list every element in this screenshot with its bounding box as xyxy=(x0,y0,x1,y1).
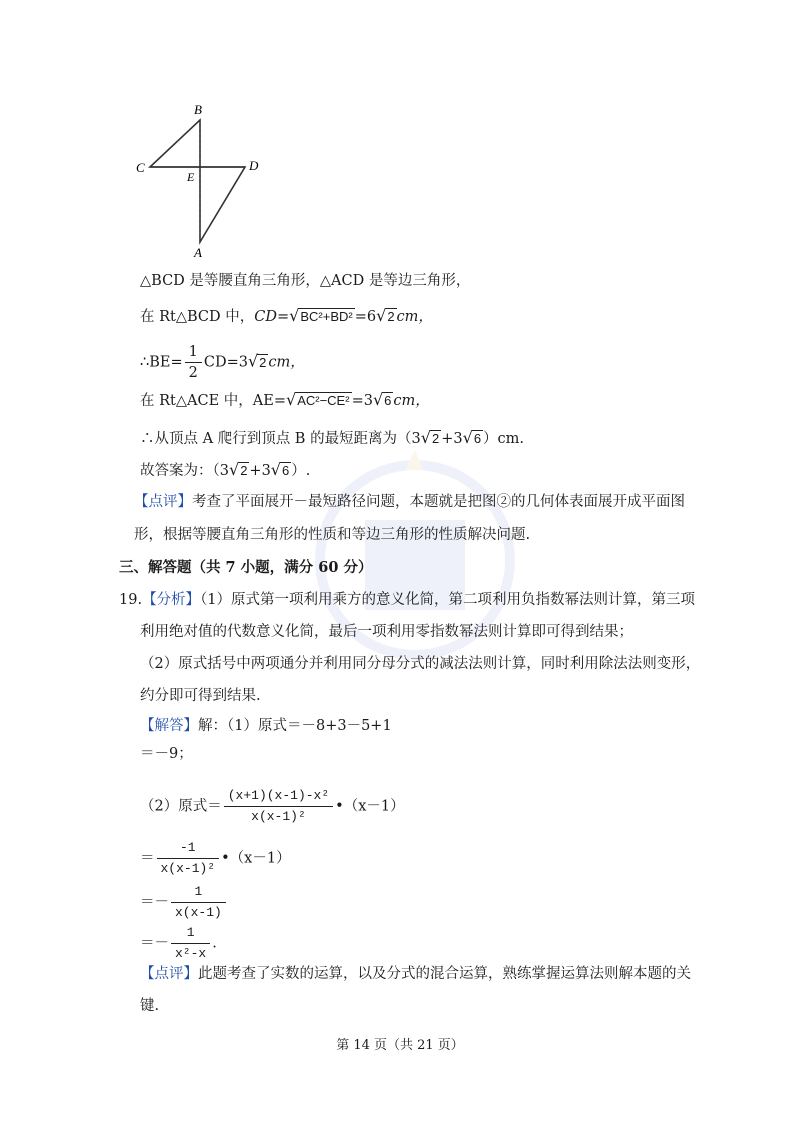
solution-tag: 【解答】 xyxy=(140,718,198,734)
review-text: 此题考查了实数的运算，以及分式的混合运算，熟练掌握运算法则解本题的关 xyxy=(198,966,691,982)
solution3-post: •（x－1） xyxy=(335,798,405,815)
label-C: C xyxy=(136,160,145,175)
sqrt-icon: √ xyxy=(228,460,240,479)
line2-prefix: 在 Rt△BCD 中， xyxy=(140,309,255,325)
sqrt-icon: √ xyxy=(289,306,300,325)
sqrt-icon: √ xyxy=(270,460,281,479)
sqrt-icon: √ xyxy=(420,428,431,447)
sqrt-icon: √ xyxy=(247,351,259,371)
half-fraction xyxy=(185,342,202,383)
comment-tag: 【点评】 xyxy=(134,494,192,510)
line5-post: ）cm. xyxy=(483,431,525,447)
label-D: D xyxy=(249,158,259,173)
line6-post: ）. xyxy=(291,463,311,479)
line4-radicand2: 6 xyxy=(384,393,392,408)
label-B: B xyxy=(194,102,202,117)
line2-var: CD xyxy=(254,309,277,325)
q19-analysis-line-1 xyxy=(119,590,695,610)
solution6-fraction xyxy=(171,923,210,964)
solution-line-5 xyxy=(140,882,228,923)
solution4-fraction xyxy=(157,838,220,879)
line5-rad2: 6 xyxy=(473,431,482,446)
page-footer: 第 14 页（共 21 页） xyxy=(336,1038,464,1053)
fraction-denominator: x(x-1)² xyxy=(251,809,306,824)
sqrt-icon: √ xyxy=(372,390,384,409)
text-line-2 xyxy=(140,306,433,327)
review-line-2: 键. xyxy=(140,998,160,1014)
solution3-prefix: （2）原式＝ xyxy=(140,798,222,815)
q19-analysis-line-2: 利用绝对值的代数意义化简，最后一项利用零指数幂法则计算即可得到结果； xyxy=(140,624,633,640)
line2-unit: cm， xyxy=(396,309,433,325)
solution3-fraction xyxy=(224,786,333,827)
line5-mid: +3 xyxy=(441,431,463,447)
sqrt-icon: √ xyxy=(285,390,297,409)
line5-prefix: ∴从顶点 A 爬行到顶点 B 的最短距离为（3 xyxy=(140,431,421,447)
solution4-post: •（x－1） xyxy=(221,850,291,867)
line3-radicand: 2 xyxy=(259,354,267,370)
fraction-denominator: x(x-1)² xyxy=(160,861,216,876)
line4-radicand: AC²−CE² xyxy=(297,393,350,408)
analysis-tag: 【分析】 xyxy=(142,592,201,608)
solution-line-1 xyxy=(140,716,392,736)
line6-prefix: 故答案为：（3 xyxy=(140,463,229,479)
review-line-1 xyxy=(140,964,691,984)
q19-analysis-line-4: 约分即可得到结果. xyxy=(140,688,261,704)
solution-line-6 xyxy=(140,923,217,964)
fraction-denominator: x(x-1) xyxy=(175,905,222,920)
fraction-denominator: x²-x xyxy=(175,946,207,961)
text-line-1: △BCD 是等腰直角三角形，△ACD 是等边三角形， xyxy=(140,273,471,289)
section-heading: 三、解答题（共 7 小题，满分 60 分） xyxy=(119,559,373,576)
fraction-numerator: 1 xyxy=(185,342,202,363)
label-A: A xyxy=(194,245,202,260)
solution5-prefix: ＝－ xyxy=(140,894,169,911)
solution6-prefix: ＝－ xyxy=(140,935,169,952)
line3-mid: CD=3 xyxy=(203,354,248,371)
solution-line-3 xyxy=(140,786,405,827)
solution5-fraction xyxy=(171,882,226,923)
q19-analysis-line-3: （2）原式括号中两项通分并利用同分母分式的减法法则计算，同时利用除法法则变形， xyxy=(140,656,701,672)
solution-line-4 xyxy=(140,838,291,879)
line4-prefix: 在 Rt△ACE 中，AE= xyxy=(140,393,286,409)
review-tag: 【点评】 xyxy=(140,966,198,982)
text-line-6 xyxy=(140,460,310,481)
line3-prefix: ∴BE= xyxy=(140,354,183,371)
fraction-numerator: 1 xyxy=(171,923,210,944)
line2-eq: = xyxy=(277,309,290,325)
kite-figure xyxy=(130,100,280,260)
line6-rad2: 6 xyxy=(282,463,290,478)
sqrt-icon: √ xyxy=(462,428,473,447)
text-line-4 xyxy=(140,390,430,411)
line6-mid: +3 xyxy=(249,463,271,479)
line2-radicand2: 2 xyxy=(387,309,395,324)
fraction-numerator: -1 xyxy=(157,838,220,859)
sqrt-icon: √ xyxy=(376,306,387,325)
line2-result: =6 xyxy=(354,309,377,325)
fraction-numerator: 1 xyxy=(171,882,226,903)
line4-result: =3 xyxy=(351,393,373,409)
line4-unit: cm， xyxy=(393,393,430,409)
line3-unit: cm， xyxy=(268,354,305,371)
fraction-numerator: (x+1)(x-1)-x² xyxy=(224,786,333,807)
solution6-post: . xyxy=(212,935,217,952)
comment-line-1 xyxy=(134,492,685,512)
line2-radicand: BC²+BD² xyxy=(300,309,353,324)
solution-line-2: ＝－9； xyxy=(140,746,193,762)
solution4-prefix: ＝ xyxy=(140,850,155,867)
line6-rad1: 2 xyxy=(240,463,248,478)
fraction-denominator: 2 xyxy=(188,365,198,381)
solution-text-1: 解：（1）原式＝－8+3－5+1 xyxy=(198,718,392,734)
line5-rad1: 2 xyxy=(432,431,440,446)
comment-text: 考查了平面展开－最短路径问题，本题就是把图②的几何体表面展开成平面图 xyxy=(192,494,685,510)
analysis-text-1: （1）原式第一项利用乘方的意义化简，第二项利用负指数幂法则计算，第三项 xyxy=(200,592,696,608)
question-number: 19. xyxy=(119,592,143,608)
comment-line-2: 形，根据等腰直角三角形的性质和等边三角形的性质解决问题. xyxy=(134,527,531,543)
text-line-3 xyxy=(140,342,305,383)
text-line-5 xyxy=(140,428,524,449)
label-E: E xyxy=(187,170,195,184)
